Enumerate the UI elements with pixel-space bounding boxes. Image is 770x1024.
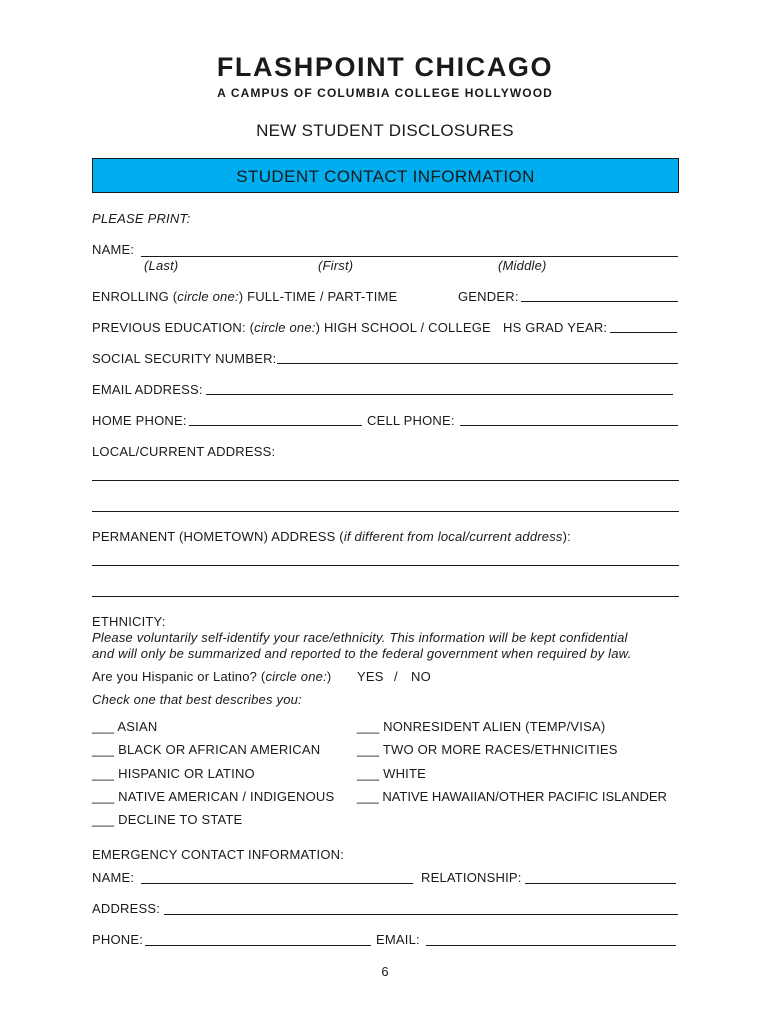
enrolling-label: ENROLLING ( [92, 289, 178, 304]
ethnicity-option-native-american[interactable] [92, 789, 334, 804]
option-label: ASIAN [117, 719, 158, 734]
checkbox-blank[interactable]: ___ [92, 766, 115, 781]
email-field[interactable] [206, 394, 673, 395]
permanent-address-note: if different from local/current address [343, 529, 563, 544]
hispanic-yes-option[interactable]: YES [357, 669, 384, 684]
email-label: EMAIL ADDRESS: [92, 382, 203, 397]
name-field[interactable] [141, 256, 678, 257]
emergency-phone-label: PHONE: [92, 932, 144, 947]
hs-grad-year-field[interactable] [610, 332, 677, 333]
relationship-field[interactable] [525, 883, 676, 884]
gender-label: GENDER: [458, 289, 519, 304]
option-label: DECLINE TO STATE [118, 812, 243, 827]
enrolling-options: ) FULL-TIME / PART-TIME [238, 289, 398, 304]
ethnicity-option-nonresident[interactable] [357, 719, 605, 734]
emergency-address-field[interactable] [164, 914, 678, 915]
gender-field[interactable] [521, 301, 678, 302]
hispanic-option-separator: / [394, 669, 398, 684]
emergency-address-label: ADDRESS: [92, 901, 161, 916]
emergency-name-label: NAME: [92, 870, 135, 885]
enrolling-circle-hint: circle one: [177, 289, 239, 304]
checkbox-blank[interactable]: ___ [92, 812, 115, 827]
local-address-label: LOCAL/CURRENT ADDRESS: [92, 444, 276, 459]
permanent-address-line-2[interactable] [92, 596, 679, 597]
enrolling-row[interactable] [92, 289, 397, 304]
brand-title: FLASHPOINT CHICAGO [216, 52, 554, 82]
brand-subtitle: A CAMPUS OF COLUMBIA COLLEGE HOLLYWOOD [217, 86, 553, 100]
local-address-line-2[interactable] [92, 511, 679, 512]
permanent-address-line-1[interactable] [92, 565, 679, 566]
hispanic-circle-hint: circle one: [265, 669, 327, 684]
previous-education-circle-hint: circle one: [254, 320, 316, 335]
ethnicity-option-white[interactable] [357, 766, 426, 781]
checkbox-blank[interactable]: ___ [92, 789, 115, 804]
checkbox-blank[interactable]: ___ [357, 742, 380, 757]
ethnicity-option-black[interactable] [92, 742, 320, 757]
checkbox-blank[interactable]: ___ [92, 742, 115, 757]
ethnicity-option-decline[interactable] [92, 812, 242, 827]
relationship-label: RELATIONSHIP: [421, 870, 522, 885]
ethnicity-note-line-1: Please voluntarily self-identify your race/ethnicity. This information will be kept confidential [92, 630, 628, 645]
permanent-address-label-text: PERMANENT (HOMETOWN) ADDRESS ( [92, 529, 344, 544]
name-sub-middle: (Middle) [498, 258, 547, 273]
section-banner: STUDENT CONTACT INFORMATION [92, 158, 679, 193]
option-label: NATIVE AMERICAN / INDIGENOUS [118, 789, 335, 804]
cell-phone-field[interactable] [460, 425, 678, 426]
hispanic-question [92, 669, 331, 684]
permanent-address-label [92, 529, 571, 544]
emergency-phone-field[interactable] [145, 945, 371, 946]
home-phone-label: HOME PHONE: [92, 413, 187, 428]
emergency-heading: EMERGENCY CONTACT INFORMATION: [92, 847, 345, 862]
option-label: BLACK OR AFRICAN AMERICAN [118, 742, 321, 757]
ethnicity-option-two-or-more[interactable] [357, 742, 618, 757]
ssn-label: SOCIAL SECURITY NUMBER: [92, 351, 277, 366]
emergency-email-field[interactable] [426, 945, 676, 946]
name-sub-first: (First) [318, 258, 354, 273]
ethnicity-option-asian[interactable] [92, 719, 157, 734]
check-one-instruction: Check one that best describes you: [92, 692, 302, 707]
checkbox-blank[interactable]: ___ [357, 789, 379, 804]
ethnicity-heading: ETHNICITY: [92, 614, 166, 629]
permanent-address-label-end: ): [562, 529, 571, 544]
ethnicity-option-native-hawaiian[interactable] [357, 789, 667, 804]
name-label: NAME: [92, 242, 135, 257]
hispanic-no-option[interactable]: NO [411, 669, 431, 684]
emergency-email-label: EMAIL: [376, 932, 420, 947]
please-print-label: PLEASE PRINT: [92, 211, 191, 226]
option-label: NONRESIDENT ALIEN (TEMP/VISA) [383, 719, 606, 734]
checkbox-blank[interactable]: ___ [357, 766, 380, 781]
ssn-field[interactable] [277, 363, 678, 364]
option-label: TWO OR MORE RACES/ETHNICITIES [382, 742, 618, 757]
hispanic-question-close: ) [326, 669, 332, 684]
previous-education-options: ) HIGH SCHOOL / COLLEGE [315, 320, 491, 335]
hs-grad-year-label: HS GRAD YEAR: [503, 320, 608, 335]
home-phone-field[interactable] [189, 425, 362, 426]
cell-phone-label: CELL PHONE: [367, 413, 455, 428]
ethnicity-option-hispanic[interactable] [92, 766, 255, 781]
checkbox-blank[interactable]: ___ [357, 719, 380, 734]
page-number: 6 [381, 964, 389, 979]
previous-education-row[interactable] [92, 320, 491, 335]
document-title: NEW STUDENT DISCLOSURES [256, 121, 514, 140]
previous-education-label: PREVIOUS EDUCATION: ( [92, 320, 255, 335]
emergency-name-field[interactable] [141, 883, 413, 884]
hispanic-question-text: Are you Hispanic or Latino? ( [92, 669, 266, 684]
ethnicity-note-line-2: and will only be summarized and reported to the federal government when required by law. [92, 646, 632, 661]
checkbox-blank[interactable]: ___ [92, 719, 115, 734]
name-sub-last: (Last) [144, 258, 179, 273]
local-address-line-1[interactable] [92, 480, 679, 481]
option-label: HISPANIC OR LATINO [118, 766, 255, 781]
option-label: WHITE [383, 766, 426, 781]
option-label: NATIVE HAWAIIAN/OTHER PACIFIC ISLANDER [382, 789, 667, 804]
